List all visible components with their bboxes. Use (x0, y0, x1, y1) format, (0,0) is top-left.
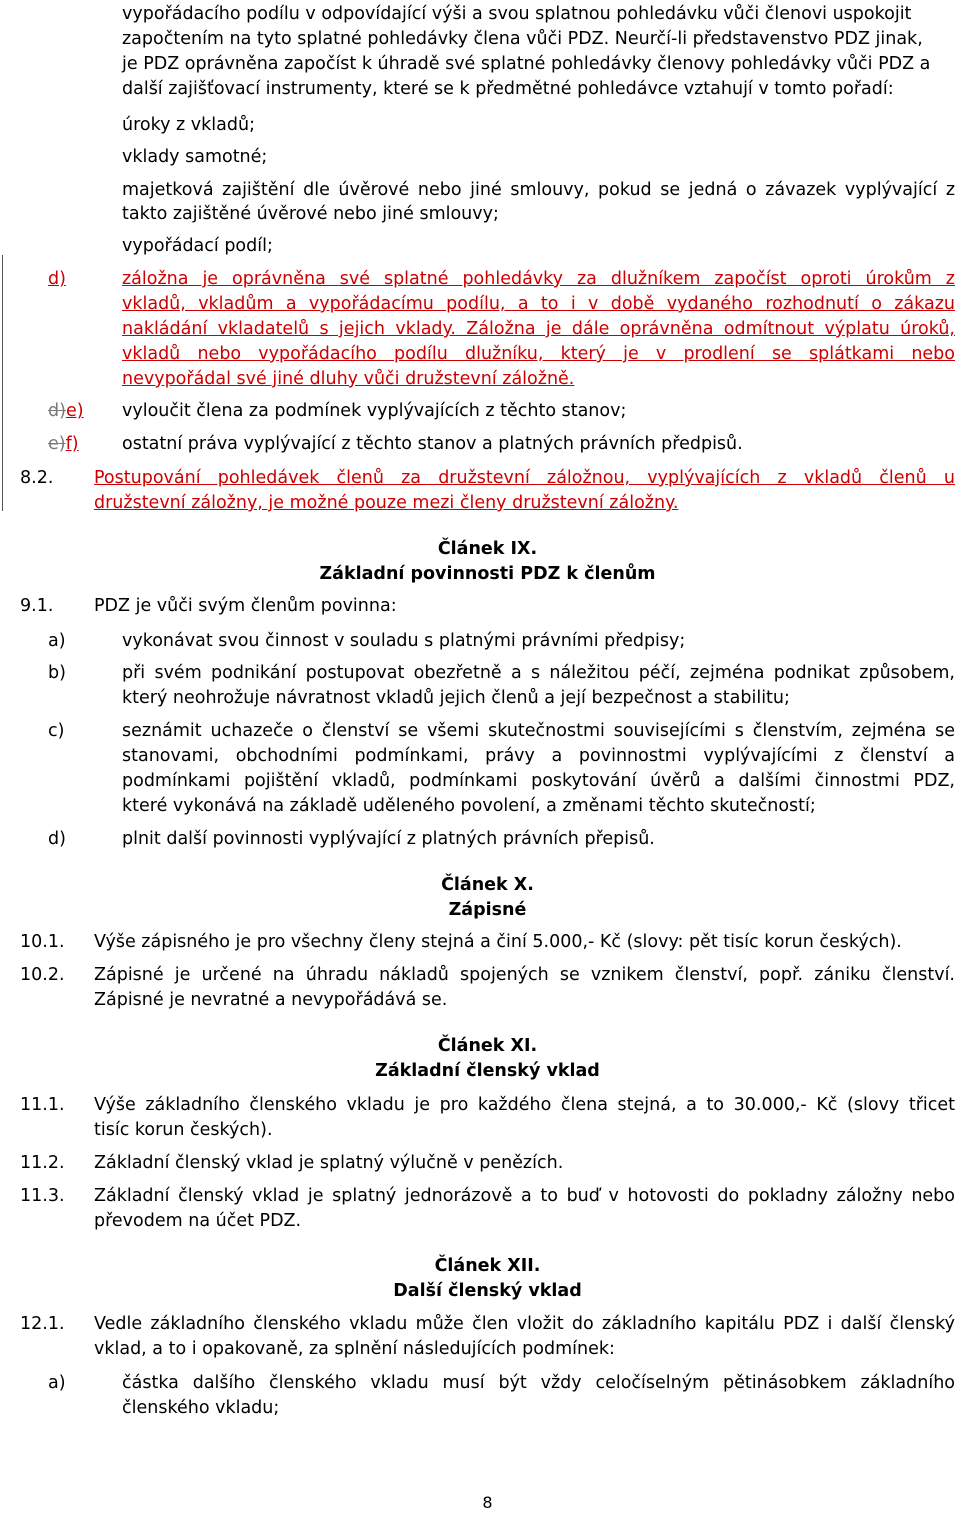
art12-a-line-1: částka dalšího členského vkladu musí být vždy celočíselným pětinásobkem základního (122, 1373, 955, 1393)
art12-s1-line-1: Vedle základního členského vkladu může člen vložit do základního kapitálu PDZ i další členský (94, 1314, 955, 1334)
item-e-text: vyloučit člena za podmínek vyplývajících z těchto stanov; (122, 401, 627, 421)
art12-s1-num: 12.1. (20, 1314, 65, 1334)
art10-title: Zápisné (448, 900, 527, 920)
order-item-4: vypořádací podíl; (122, 236, 273, 256)
art9-s1-num: 9.1. (20, 596, 54, 616)
art9-d-label: d) (48, 829, 66, 849)
art11-s3-line-1: Základní členský vklad je splatný jednorázově a to buď v hotovosti do pokladny záložny nebo (94, 1186, 955, 1206)
s8-2-line-1: Postupování pohledávek členů za družstevní záložnou, vyplývajících z vkladů členů u (94, 468, 955, 488)
art9-a-text: vykonávat svou činnost v souladu s platnými právními předpisy; (122, 631, 686, 651)
art11-s3-line-2: převodem na účet PDZ. (94, 1211, 302, 1231)
art10-s2-line-1: Zápisné je určené na úhradu nákladů spojených se vznikem členství, popř. zániku členství. (94, 965, 955, 985)
item-f-old-label: e) (48, 434, 66, 454)
item-f-new-label: f) (65, 434, 79, 454)
s8-2-line-2: družstevní záložny, je možné pouze mezi členy družstevní záložny. (94, 493, 679, 513)
art12-s1-line-2: vklad, a to i opakovaně, za splnění následujících podmínek: (94, 1339, 615, 1359)
art9-b-label: b) (48, 663, 66, 683)
item-d-line-3b: Záložna je dále oprávněna odmítnout výplatu úroků, (455, 319, 955, 339)
item-d-line-1: záložna je oprávněna své splatné pohledávky za dlužníkem započíst oproti úrokům z (122, 269, 955, 289)
item-e-label (48, 399, 84, 423)
page-number: 8 (482, 1493, 493, 1512)
art12-a-line-2: členského vkladu; (122, 1398, 280, 1418)
art10-s2-num: 10.2. (20, 965, 65, 985)
art9-heading: Článek IX. (437, 539, 538, 559)
item-d-line-4: vkladů nebo vypořádacího podílu dlužníku, který je v prodlení se splátkami nebo (122, 344, 955, 364)
art11-s1-line-1: Výše základního členského vkladu je pro každého člena stejná, a to 30.000,- Kč (slovy třicet (94, 1095, 955, 1115)
art9-c-label: c) (48, 721, 65, 741)
art9-c-line-4: které vykonává na základě uděleného povolení, a změnami těchto skutečností; (122, 796, 816, 816)
art11-s1-num: 11.1. (20, 1095, 65, 1115)
item-e-old-label: d) (48, 401, 66, 421)
order-item-1: úroky z vkladů; (122, 115, 255, 135)
art11-s3-num: 11.3. (20, 1186, 65, 1206)
item-f-label (48, 432, 79, 456)
art11-s2-text: Základní členský vklad je splatný výlučně v penězích. (94, 1153, 564, 1173)
art11-title: Základní členský vklad (375, 1061, 600, 1081)
item-d-line-3a: nakládání vkladatelů s jejich vklady. (122, 319, 456, 339)
art9-c-line-1: seznámit uchazeče o členství se všemi skutečnostmi souvisejícími s členstvím, zejména se (122, 721, 955, 741)
item-d-line-3 (122, 317, 955, 341)
item-d-line-5: nevypořádal své jiné dluhy vůči družstevní záložně. (122, 369, 575, 389)
order-item-3-line-1: majetková zajištění dle úvěrové nebo jiné smlouvy, pokud se jedná o závazek vyplývající z (122, 180, 955, 200)
item-d-label: d) (48, 269, 66, 289)
art9-a-label: a) (48, 631, 66, 651)
intro-line-2: započtením na tyto splatné pohledávky člena vůči PDZ. Neurčí-li představenstvo PDZ jinak, (122, 29, 923, 49)
art9-b-line-1: při svém podnikání postupovat obezřetně a s náležitou péčí, zejména podnikat způsobem, (122, 663, 955, 683)
art9-c-line-3: podmínkami pojištění vkladů, podmínkami poskytování úvěrů a dalšími činnostmi PDZ, (122, 771, 955, 791)
intro-line-4: další zajišťovací instrumenty, které se k předmětné pohledávce vztahují v tomto pořadí: (122, 79, 894, 99)
intro-line-1: vypořádacího podílu v odpovídající výši a svou splatnou pohledávku vůči členovi uspokojit (122, 4, 912, 24)
art9-s1-text: PDZ je vůči svým členům povinna: (94, 596, 397, 616)
art10-s2-line-2: Zápisné je nevratné a nevypořádává se. (94, 990, 448, 1010)
art11-s2-num: 11.2. (20, 1153, 65, 1173)
art9-c-line-2: stanovami, obchodními podmínkami, právy a povinnostmi vyplývajícími z členství a (122, 746, 955, 766)
art9-d-text: plnit další povinnosti vyplývající z platných právních přepisů. (122, 829, 655, 849)
art10-s1-num: 10.1. (20, 932, 65, 952)
order-item-2: vklady samotné; (122, 147, 268, 167)
item-d-line-2: vkladů, vkladům a vypořádacímu podílu, a to i v době vydaného rozhodnutí o zákazu (122, 294, 955, 314)
order-item-3-line-2: takto zajištěné úvěrové nebo jiné smlouvy; (122, 204, 499, 224)
art10-heading: Článek X. (441, 875, 534, 895)
art9-b-line-2: který neohrožuje návratnost vkladů jejich členů a její bezpečnost a stabilitu; (122, 688, 790, 708)
art12-title: Další členský vklad (393, 1281, 582, 1301)
intro-line-3: je PDZ oprávněna započíst k úhradě své splatné pohledávky členovy pohledávky vůči PDZ a (122, 54, 931, 74)
art11-heading: Článek XI. (437, 1036, 538, 1056)
item-e-new-label: e) (65, 401, 84, 421)
s8-2-num: 8.2. (20, 468, 54, 488)
art11-s1-line-2: tisíc korun českých). (94, 1120, 273, 1140)
art12-heading: Článek XII. (434, 1256, 541, 1276)
art10-s1-text: Výše zápisného je pro všechny členy stejná a činí 5.000,- Kč (slovy: pět tisíc korun českých). (94, 932, 902, 952)
change-bar (2, 255, 3, 511)
art12-a-label: a) (48, 1373, 66, 1393)
item-f-text: ostatní práva vyplývající z těchto stanov a platných právních předpisů. (122, 434, 743, 454)
art9-title: Základní povinnosti PDZ k členům (319, 564, 656, 584)
